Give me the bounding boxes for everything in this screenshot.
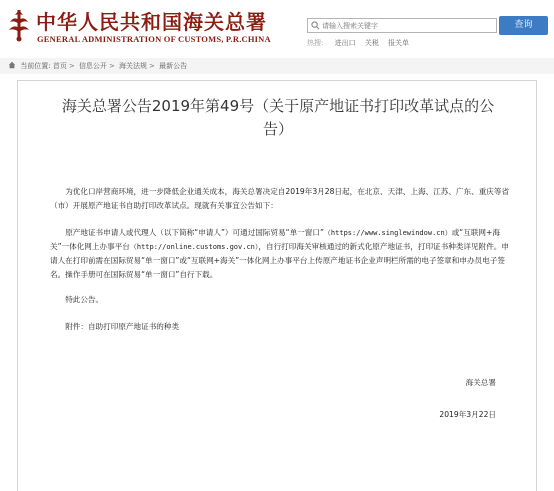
- breadcrumb: 当前位置: 首页 > 信息公开 > 海关法规 > 最新公告: [8, 61, 187, 71]
- hot-link-declaration[interactable]: 报关单: [388, 39, 410, 47]
- hot-link-tariff[interactable]: 关税: [364, 39, 379, 47]
- search-box[interactable]: [307, 18, 497, 33]
- attachment-link[interactable]: 附件：自助打印原产地证书的种类: [65, 322, 180, 331]
- hot-search-label: 热搜:: [307, 39, 324, 47]
- breadcrumb-latest[interactable]: 最新公告: [159, 62, 188, 70]
- signature: 海关总署: [465, 378, 496, 387]
- search-button[interactable]: 查询: [499, 16, 548, 35]
- hot-search-links: [307, 38, 416, 48]
- paragraph-main-part2: 或“互联网+海关”一体化网上办事平台: [50, 228, 500, 251]
- article-body: [50, 185, 510, 347]
- publish-date: 2019年3月22日: [439, 410, 496, 419]
- search-icon: [311, 21, 320, 30]
- paragraph-intro: 为优化口岸营商环境，进一步降低企业通关成本，海关总署决定自2019年3月28日起，在北京、天津、上海、江苏、广东、重庆等省（市）开展原产地证书自助打印改革试点。现就有关事宜公告如下：: [50, 187, 510, 210]
- site-header: [0, 0, 554, 52]
- search-input[interactable]: [322, 19, 492, 32]
- paragraph-closing: 特此公告。: [65, 295, 104, 304]
- paragraph-main: [50, 226, 510, 282]
- breadcrumb-prefix: 当前位置:: [20, 62, 51, 70]
- breadcrumb-home[interactable]: 首页: [52, 62, 67, 70]
- article-panel: [17, 80, 537, 491]
- home-icon: [8, 61, 16, 69]
- breadcrumb-info[interactable]: 信息公开: [78, 62, 107, 70]
- article-title: 海关总署公告2019年第49号（关于原产地证书打印改革试点的公告）: [61, 97, 495, 138]
- hot-link-import-export[interactable]: 进出口: [334, 39, 356, 47]
- singlewindow-url[interactable]: （https://www.singlewindow.cn）: [323, 229, 452, 237]
- customs-emblem-icon: [6, 8, 32, 42]
- paragraph-main-part1: 原产地证书申请人或代理人（以下简称“申请人”）可通过国际贸易“单一窗口”: [65, 228, 324, 237]
- site-title-en: GENERAL ADMINISTRATION OF CUSTOMS, P.R.CHINA: [37, 34, 271, 44]
- paragraph-main-part3: ，自行打印海关审核通过的新式化原产地证书，打印证书种类详见附件。申请人在打印前需在国际贸易“单一窗口”或“互联网+海关”一体化网上办事平台上传原产地证书企业声明栏所需的电子签章和申办员电子签名。操作手册可在国际贸易“单一窗口”自行下载。: [50, 242, 509, 279]
- breadcrumb-regulations[interactable]: 海关法规: [119, 62, 148, 70]
- site-title-cn: 中华人民共和国海关总署: [36, 10, 267, 34]
- online-customs-url[interactable]: （http://online.customs.gov.cn）: [129, 243, 259, 251]
